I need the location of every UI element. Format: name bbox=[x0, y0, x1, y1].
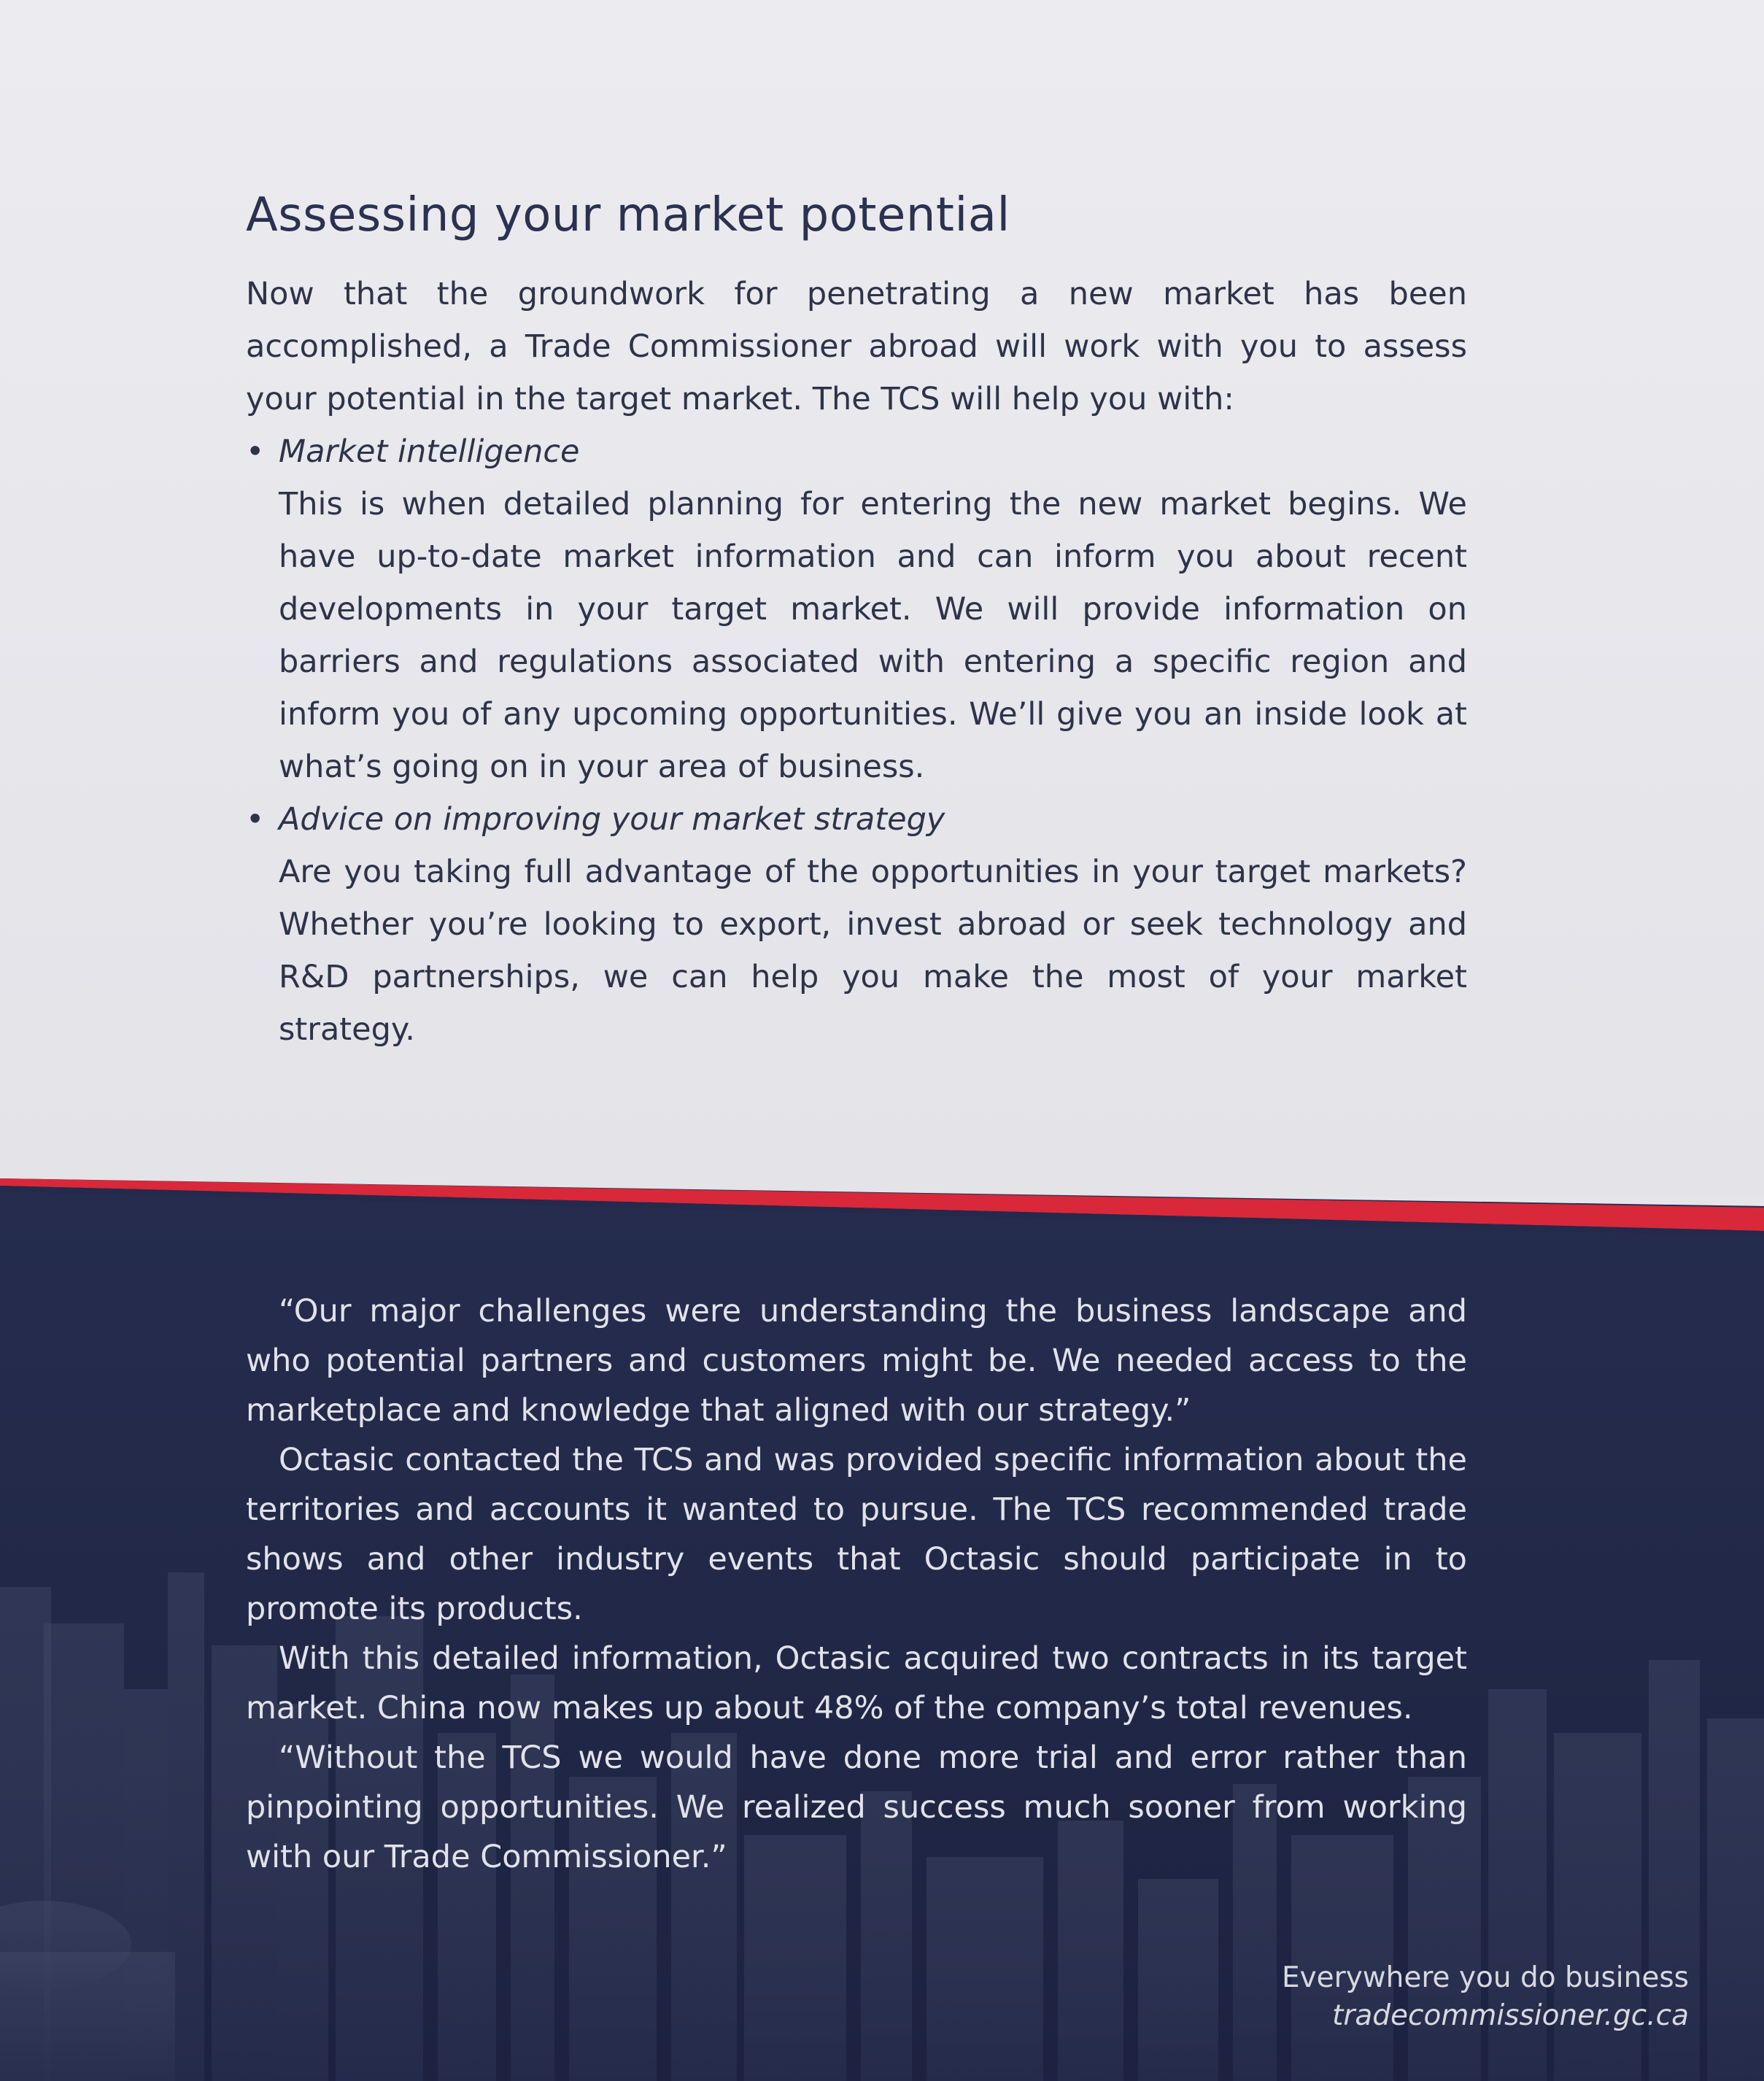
testimonial-paragraph: Octasic contacted the TCS and was provided specific information about the territories and accounts it wanted to pursue. The TCS recommended trade shows and other industry events that Octasic should participate in to promote its products. bbox=[246, 1442, 1467, 1627]
bullet-description: Are you taking full advantage of the opportunities in your target markets? Whether you’re looking to export, invest abroad or seek technology and R&D partnerships, we can help you make the most of your market strategy. bbox=[279, 854, 1467, 1048]
testimonial-text bbox=[246, 1286, 1467, 1882]
section-heading: Assessing your market potential bbox=[246, 188, 1010, 242]
website-link[interactable]: tradecommissioner.gc.ca bbox=[1332, 1999, 1689, 2032]
tagline: Everywhere you do business bbox=[1281, 1961, 1689, 1994]
intro-paragraph: Now that the groundwork for penetrating a new market has been accomplished, a Trade Commissioner abroad will work with you to assess your potential in the target market. The TCS will help you with: bbox=[246, 276, 1467, 417]
bullet-icon: • bbox=[246, 433, 265, 470]
services-list bbox=[246, 425, 1467, 1056]
testimonial-paragraph: “Our major challenges were understanding the business landscape and who potential partners and customers might be. We needed access to the marketplace and knowledge that aligned with our strategy.” bbox=[246, 1293, 1467, 1429]
bullet-title: Market intelligence bbox=[279, 433, 580, 470]
bullet-description: This is when detailed planning for entering the new market begins. We have up-to-date market information and can inform you about recent developments in your target market. We will provide information on barriers and regulations associated with entering a specific region and inform you of any upcoming opportunities. We’ll give you an inside look at what’s going on in your area of business. bbox=[279, 486, 1467, 785]
list-item-market-strategy bbox=[246, 793, 1467, 1056]
footer bbox=[1282, 1959, 1689, 2035]
bullet-icon: • bbox=[246, 801, 265, 838]
bullet-title: Advice on improving your market strategy bbox=[279, 801, 945, 838]
testimonial-paragraph: With this detailed information, Octasic acquired two contracts in its target market. China now makes up about 48% of the company’s total revenues. bbox=[246, 1640, 1467, 1726]
testimonial-paragraph: “Without the TCS we would have done more trial and error rather than pinpointing opportunities. We realized success much sooner from working with our Trade Commissioner.” bbox=[246, 1740, 1467, 1875]
list-item-market-intelligence bbox=[246, 425, 1467, 793]
